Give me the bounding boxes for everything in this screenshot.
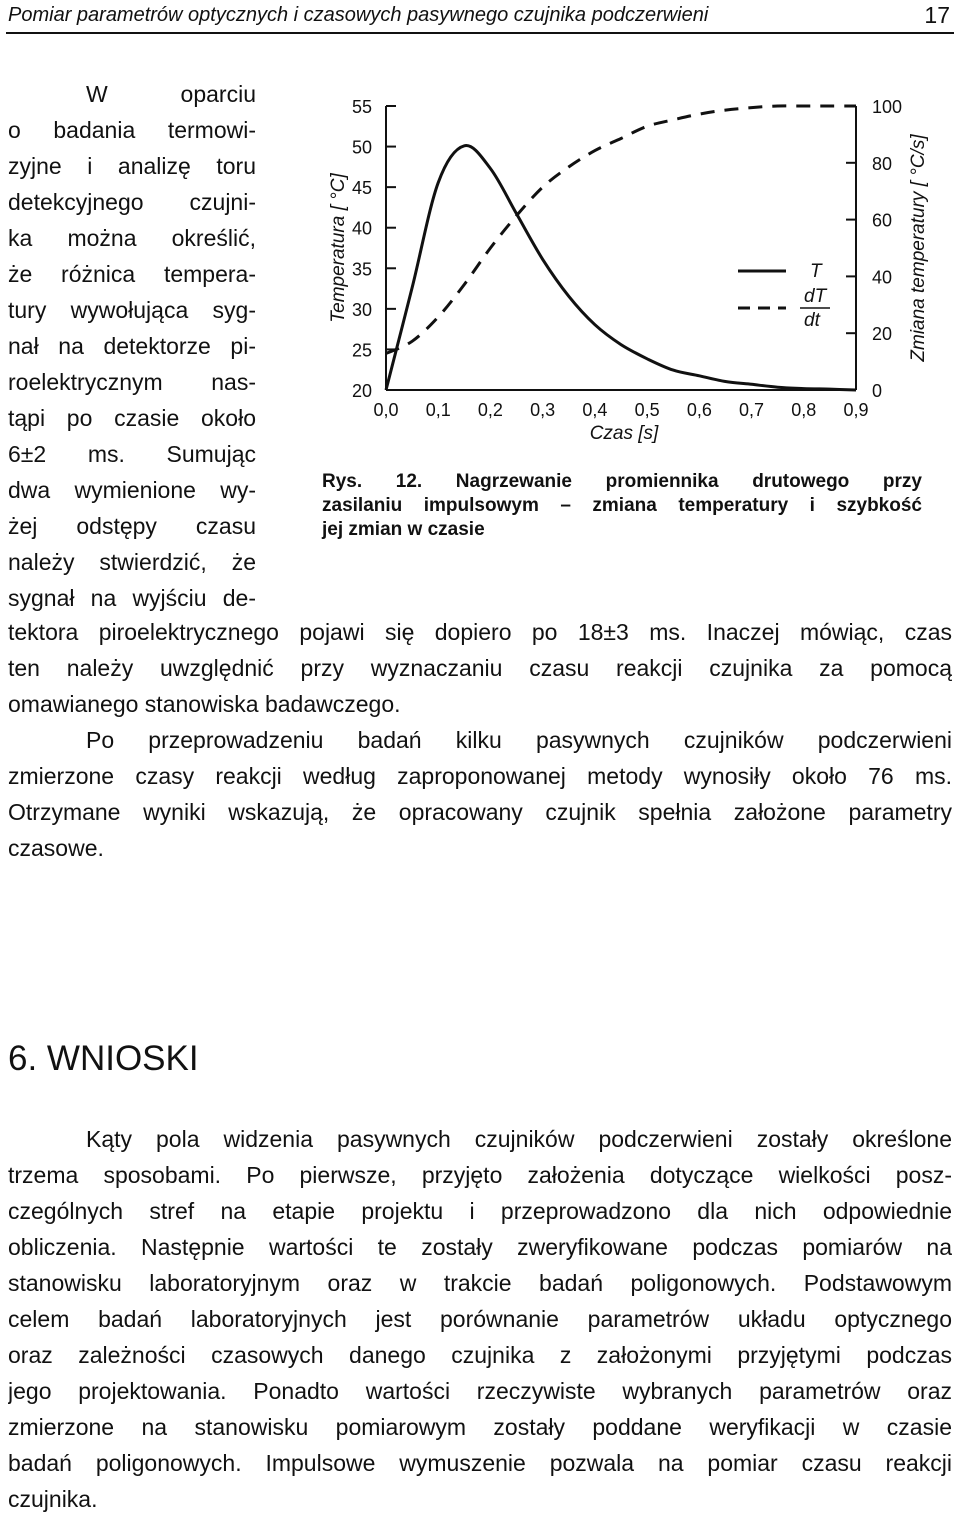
y-left-tick-label: 55 (351, 97, 372, 117)
x-axis-label: Czas [s] (589, 423, 659, 444)
running-header (8, 0, 952, 36)
text-line: że różnica tempera- (8, 261, 256, 287)
y-left-tick-label: 50 (351, 137, 372, 158)
text-line: nał na detektorze pi- (8, 333, 256, 359)
x-tick-label: 0,1 (425, 400, 451, 420)
caption-line: Rys. 12. Nagrzewanie promiennika drutowego przy (322, 471, 922, 492)
text-line: Kąty pola widzenia pasywnych czujników podczerwieni zostały określone (86, 1126, 952, 1152)
y-left-tick-label: 35 (351, 259, 372, 280)
y-left-tick-label: 40 (351, 218, 372, 239)
page-number: 17 (924, 2, 950, 28)
body-paragraph-2 (8, 1121, 952, 1517)
body-paragraph-1 (8, 614, 952, 866)
x-tick-label: 0,6 (686, 400, 712, 420)
y-right-axis-label: Zmiana temperatury [ °C/s] (908, 134, 929, 362)
header-rule (6, 32, 954, 34)
text-line: omawianego stanowiska badawczego. (8, 691, 401, 717)
y-right-tick-label: 80 (872, 153, 893, 174)
text-line: zmierzone czasy reakcji według zaproponowanej metody wynosiły około 76 ms. (8, 763, 952, 789)
text-line: W oparciu (86, 81, 256, 107)
text-line: trzema sposobami. Po pierwsze, przyjęto założenia dotyczące wielkości posz- (8, 1162, 952, 1188)
y-right-tick-label: 0 (872, 381, 883, 401)
y-left-axis-label: Temperatura [ °C] (328, 173, 349, 323)
text-line: czególnych stref na etapie projektu i przeprowadzono dla nich odpowiednie (8, 1198, 952, 1224)
text-line: 6±2 ms. Sumując (8, 441, 256, 467)
text-line: o badania termowi- (8, 117, 256, 143)
x-ticks (373, 400, 868, 420)
legend-dt-den: dt (804, 310, 820, 331)
caption-line: zasilaniu impulsowym – zmiana temperatury i szybkość (322, 495, 922, 516)
figure-caption (322, 470, 922, 542)
text-line: ten należy uwzględnić przy wyznaczaniu czasu reakcji czujnika za pomocą (8, 655, 952, 681)
text-line: tektora piroelektrycznego pojawi się dopiero po 18±3 ms. Inaczej mówiąc, czas (8, 619, 952, 645)
series-t-line (386, 146, 856, 390)
x-tick-label: 0,4 (582, 400, 608, 420)
y-right-tick-label: 100 (872, 97, 903, 117)
x-tick-label: 0,5 (634, 400, 660, 420)
side-paragraph (8, 76, 256, 616)
text-line: żej odstępy czasu (8, 513, 256, 539)
text-line: obliczenia. Następnie wartości te zostały zweryfikowane podczas pomiarów na (8, 1234, 952, 1260)
x-tick-label: 0,9 (843, 400, 869, 420)
text-line: dwa wymienione wy- (8, 477, 256, 503)
legend-t-label: T (810, 261, 822, 282)
text-line: Otrzymane wyniki wskazują, że opracowany czujnik spełnia założone parametry (8, 799, 952, 825)
x-tick-label: 0,0 (373, 400, 399, 420)
text-line: tury wywołująca syg- (8, 297, 256, 323)
text-line: sygnał na wyjściu de- (8, 585, 256, 611)
text-line: czasowe. (8, 835, 104, 861)
section-heading: 6. WNIOSKI (8, 1039, 199, 1078)
running-title: Pomiar parametrów optycznych i czasowych pasywnego czujnika podczerwieni (8, 4, 709, 26)
text-line: oraz zależności czasowych danego czujnika z założonymi przyjętymi podczas (8, 1342, 952, 1368)
text-line: roelektrycznym nas- (8, 369, 256, 395)
text-line: tąpi po czasie około (8, 405, 256, 431)
temperature-chart (318, 86, 954, 470)
y-left-tick-label: 25 (351, 340, 372, 361)
text-line: zmierzone na stanowisku pomiarowym zostały poddane weryfikacji w czasie (8, 1414, 952, 1440)
text-line: jego projektowania. Ponadto wartości rzeczywiste wybranych parametrów oraz (8, 1378, 952, 1404)
series-dt-dt-line (386, 106, 856, 354)
text-line: należy stwierdzić, że (8, 549, 256, 575)
y-right-tick-label: 60 (872, 210, 893, 231)
y-right-tick-label: 40 (872, 267, 893, 288)
text-line: ka można określić, (8, 225, 256, 251)
text-line: celem badań laboratoryjnych jest porównanie parametrów układu optycznego (8, 1306, 952, 1332)
legend-dt-num: dT (804, 286, 827, 307)
x-tick-label: 0,3 (530, 400, 556, 420)
text-line: Po przeprowadzeniu badań kilku pasywnych czujników podczerwieni (86, 727, 952, 753)
x-tick-label: 0,7 (739, 400, 765, 420)
y-left-tick-label: 30 (351, 299, 372, 320)
text-line: badań poligonowych. Impulsowe wymuszenie pozwala na pomiar czasu reakcji (8, 1450, 952, 1476)
x-tick-label: 0,8 (791, 400, 817, 420)
y-left-tick-label: 20 (351, 381, 372, 401)
text-line: stanowisku laboratoryjnym oraz w trakcie badań poligonowych. Podstawowym (8, 1270, 952, 1296)
y-left-tick-label: 45 (351, 178, 372, 199)
right-ticks (846, 97, 902, 401)
text-line: zyjne i analizę toru (8, 153, 256, 179)
text-line: detekcyjnego czujni- (8, 189, 256, 215)
y-right-tick-label: 20 (872, 324, 893, 345)
left-ticks (352, 97, 396, 401)
x-tick-label: 0,2 (477, 400, 503, 420)
legend (738, 261, 830, 331)
text-line: czujnika. (8, 1486, 98, 1512)
caption-line: jej zmian w czasie (322, 519, 485, 540)
